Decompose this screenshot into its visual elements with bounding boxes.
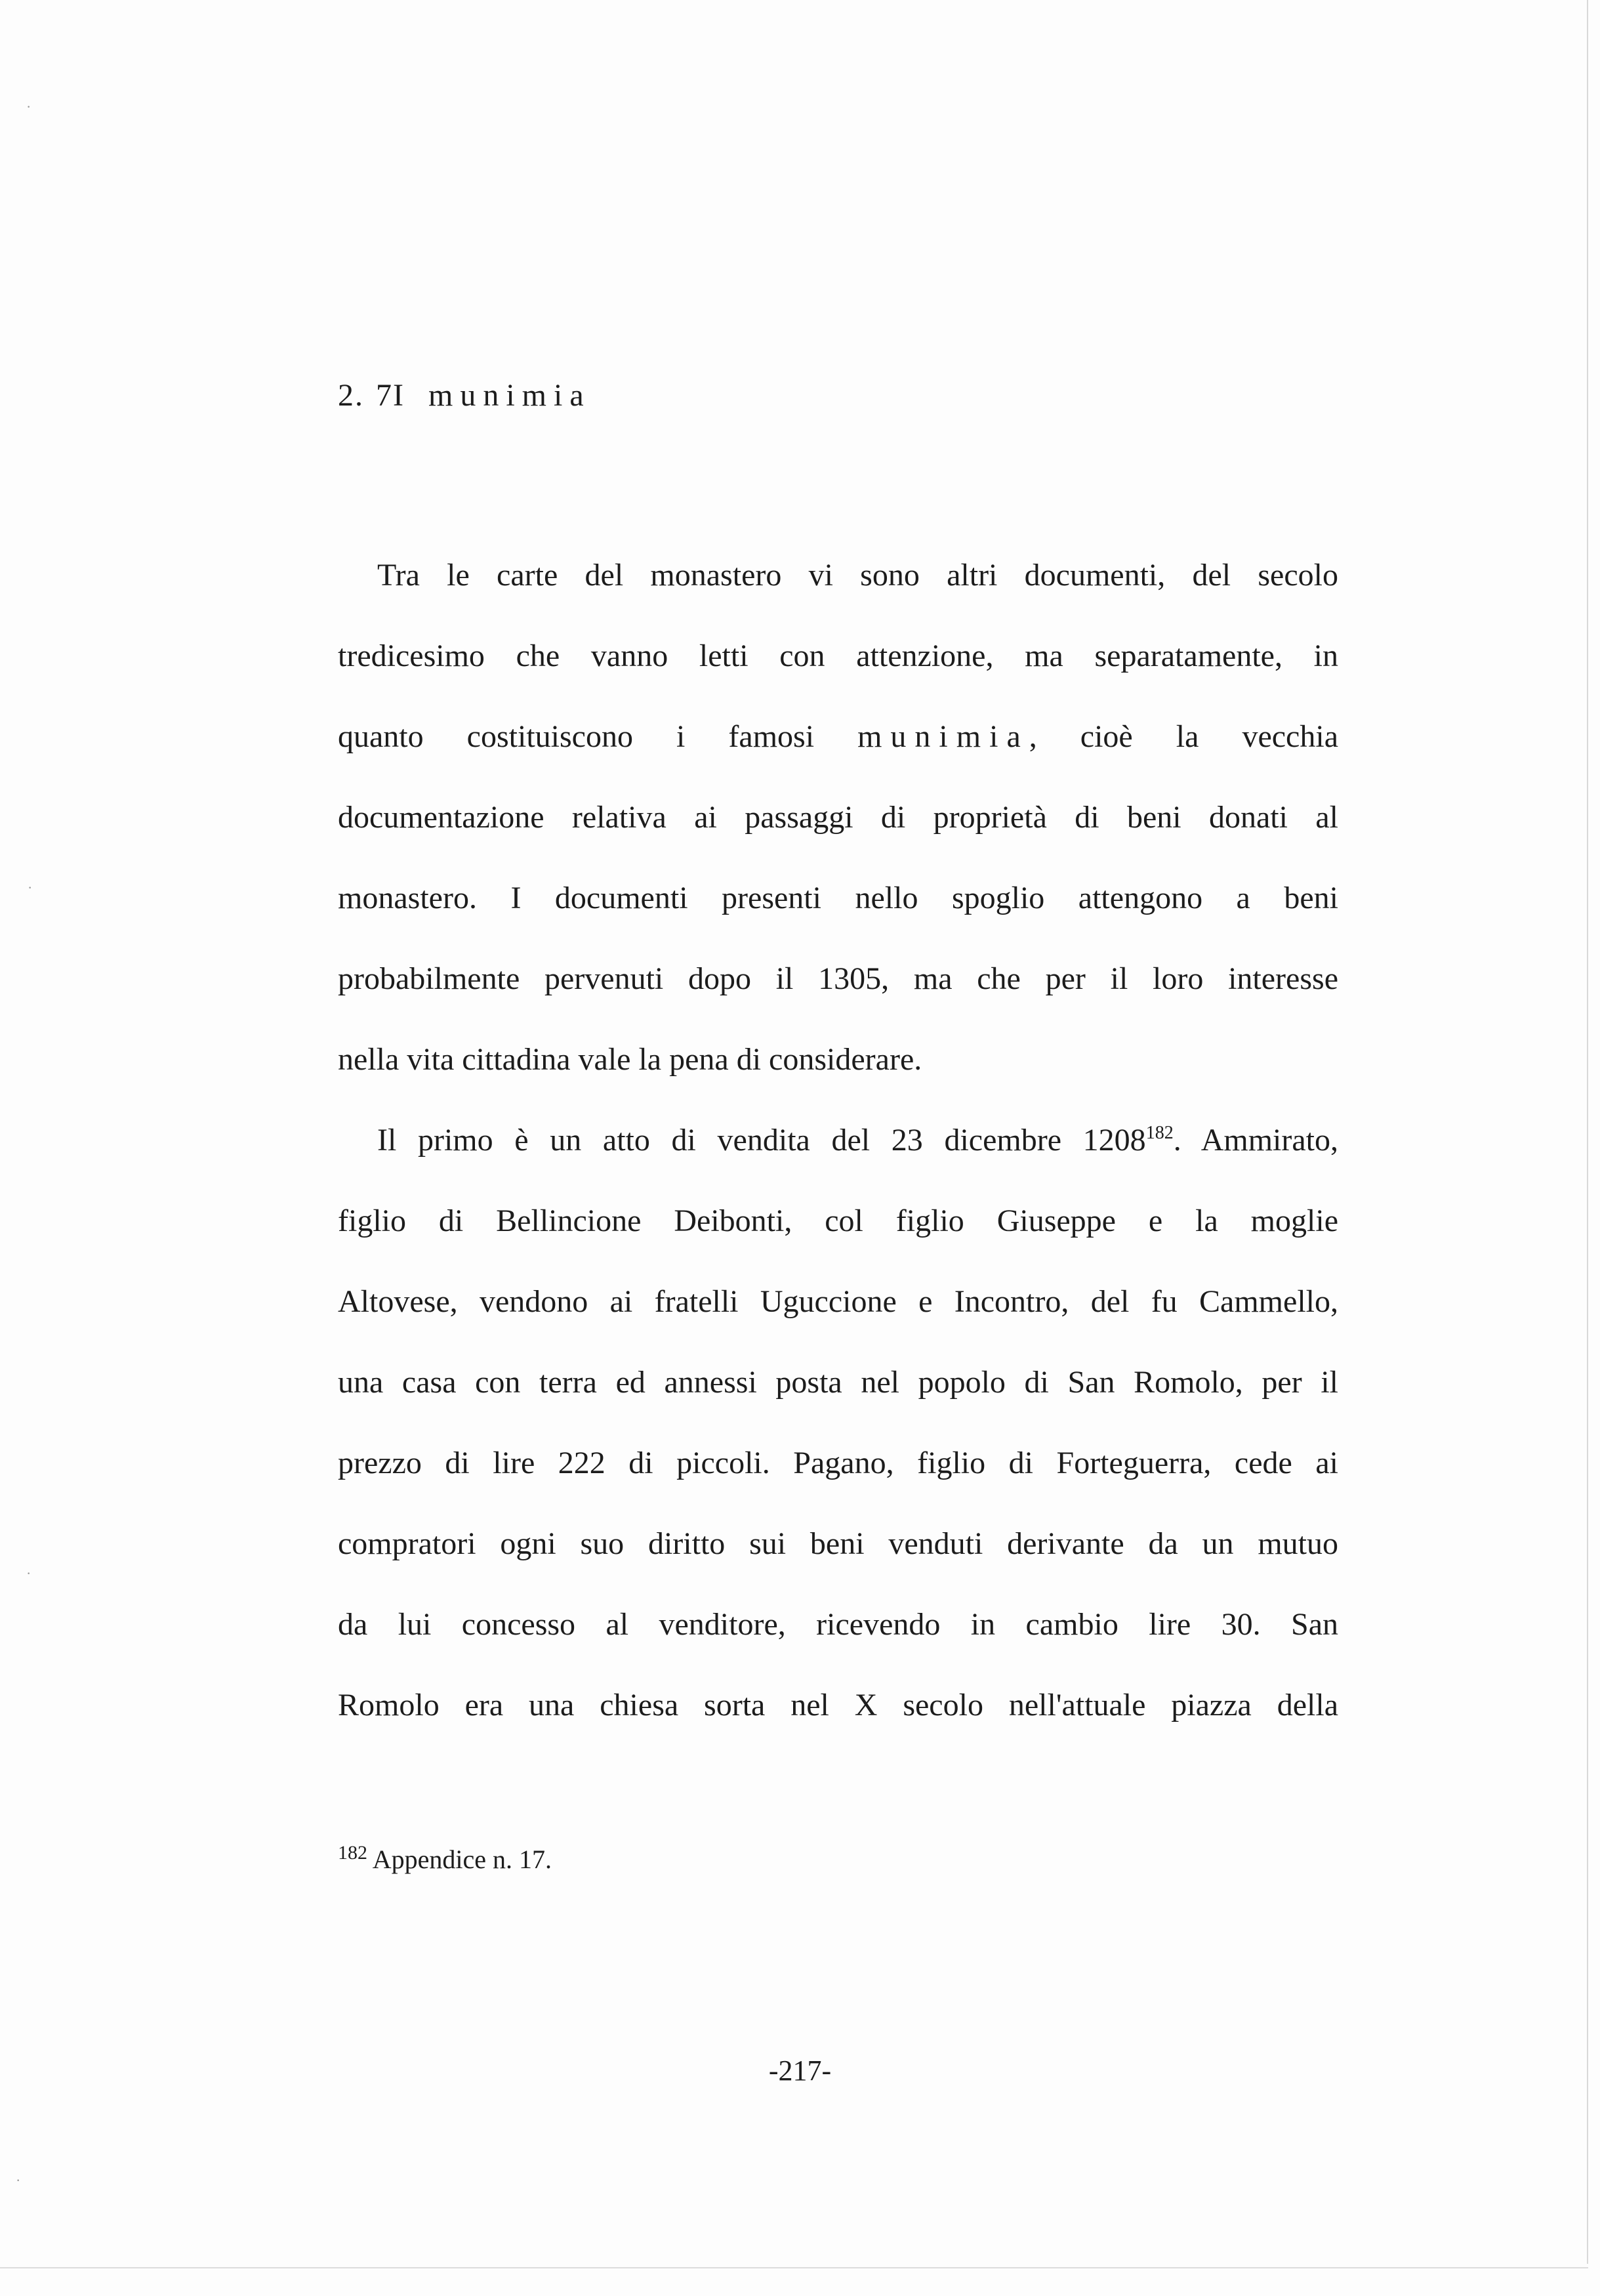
- scan-speck: ·: [26, 98, 31, 115]
- text-fragment: quanto costituiscono i famosi: [338, 719, 858, 754]
- text-fragment: , cioè la vecchia: [1029, 719, 1339, 754]
- text-line: da lui concesso al venditore, ricevendo in cambio lire 30. San: [338, 1607, 1338, 1642]
- body-text: [338, 535, 1338, 1745]
- text-line: probabilmente pervenuti dopo il 1305, ma che per il loro interesse: [338, 961, 1338, 996]
- scan-speck: ·: [16, 2172, 21, 2188]
- section-title: I munimia: [393, 378, 591, 413]
- text-line: monastero. I documenti presenti nello spoglio attengono a beni: [338, 881, 1338, 915]
- text-line: [338, 1100, 1338, 1180]
- text-line: Tra le carte del monastero vi sono altri documenti, del secolo: [377, 558, 1338, 593]
- footnote-reference: 182: [1145, 1123, 1174, 1143]
- text-fragment: Il primo è un atto di vendita del 23 dicembre 1208: [377, 1123, 1146, 1158]
- footnote: [338, 1844, 552, 1875]
- scan-speck: ·: [28, 879, 33, 896]
- text-line: figlio di Bellincione Deibonti, col figlio Giuseppe e la moglie: [338, 1203, 1338, 1238]
- text-line: Romolo era una chiesa sorta nel X secolo nell'attuale piazza della: [338, 1688, 1338, 1722]
- text-line: documentazione relativa ai passaggi di proprietà di beni donati al: [338, 800, 1338, 835]
- footnote-text: Appendice n. 17.: [367, 1845, 552, 1874]
- page-edge-right: [1587, 0, 1588, 2264]
- scan-speck: ·: [26, 1565, 31, 1581]
- text-line: [338, 696, 1338, 777]
- text-line: prezzo di lire 222 di piccoli. Pagano, figlio di Forteguerra, cede ai: [338, 1446, 1338, 1480]
- text-line: nella vita cittadina vale la pena di considerare.: [338, 1042, 922, 1077]
- text-line: una casa con terra ed annessi posta nel popolo di San Romolo, per il: [338, 1365, 1338, 1400]
- text-line: Altovese, vendono ai fratelli Uguccione e Incontro, del fu Cammello,: [338, 1284, 1338, 1319]
- page-edge-bottom: [0, 2267, 1588, 2268]
- footnote-number: 182: [338, 1842, 367, 1864]
- page-number: -217-: [768, 2055, 832, 2087]
- text-line: tredicesimo che vanno letti con attenzione, ma separatamente, in: [338, 638, 1338, 673]
- text-fragment: . Ammirato,: [1173, 1123, 1338, 1158]
- text-line: compratori ogni suo diritto sui beni venduti derivante da un mutuo: [338, 1526, 1338, 1561]
- section-heading: [338, 377, 591, 413]
- section-number: 2. 7: [338, 378, 393, 413]
- emphasized-term: munimia: [857, 719, 1029, 754]
